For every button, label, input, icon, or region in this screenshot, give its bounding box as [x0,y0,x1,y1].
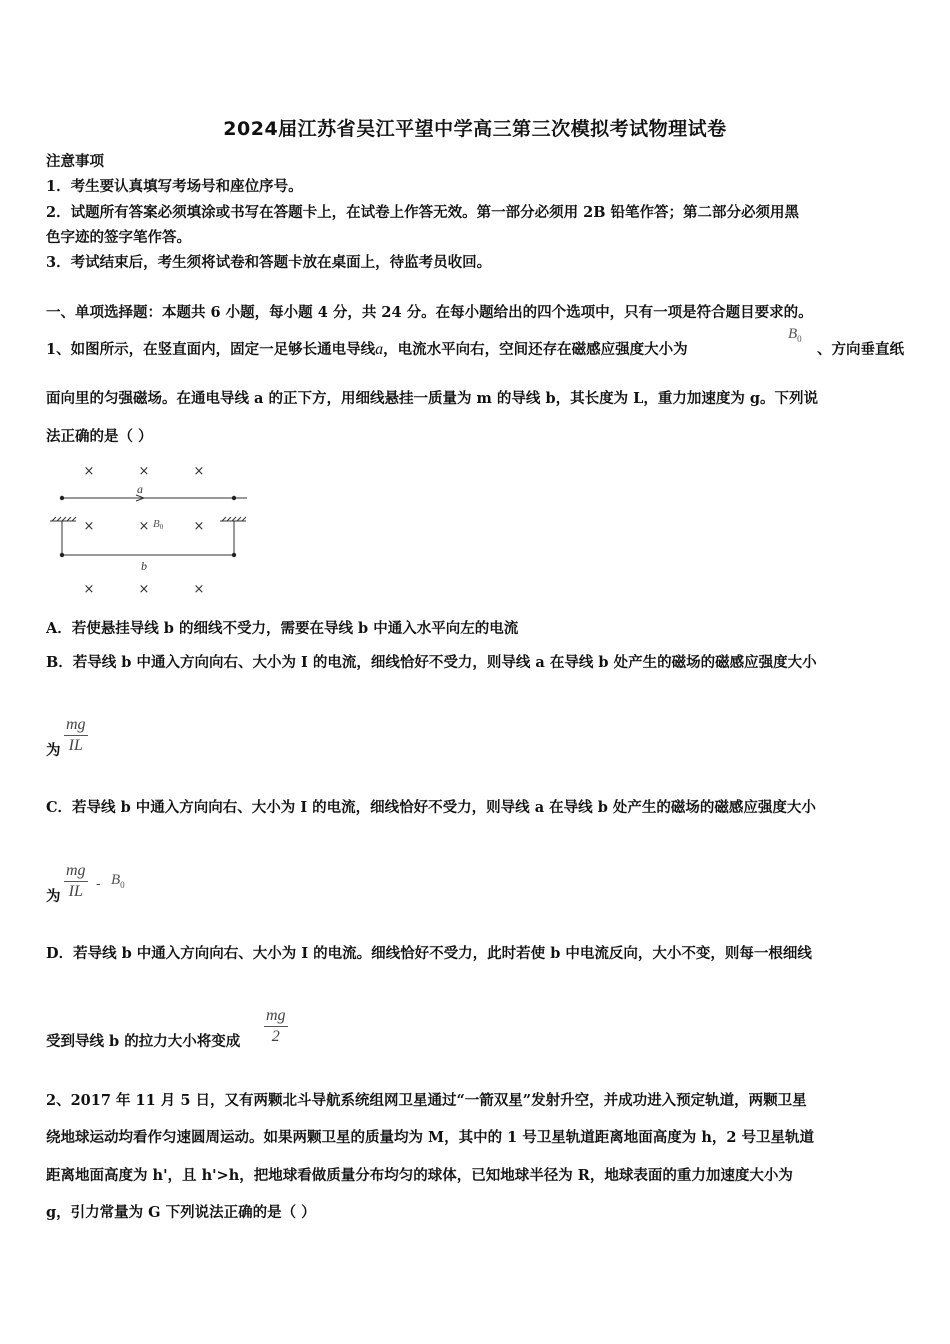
label-b: b [141,559,147,573]
page-title: 2024届江苏省吴江平望中学高三第三次模拟考试物理试卷 [223,118,727,140]
question-2-line: 2、2017 年 11 月 5 日，又有两颗北斗导航系统组网卫星通过“一箭双星”发射升空，并成功进入预定轨道，两颗卫星 [46,1092,807,1109]
option-c-prefix: 为 [46,888,61,905]
field-cross: × [193,464,205,479]
question-2-line: g，引力常量为 G 下列说法正确的是（ ） [46,1204,316,1221]
fraction-mg-over-il: mg IL [66,862,86,900]
option-b: B．若导线 b 中通入方向向右、大小为 I 的电流，细线恰好不受力，则导线 a 在导线 b 处产生的磁场的磁感应强度大小 [46,654,817,671]
fraction-mg-over-2: mg 2 [266,1007,286,1045]
field-cross: × [193,519,205,534]
field-cross: × [138,582,150,597]
field-cross: × [138,519,150,534]
section-heading: 一、单项选择题：本题共 6 小题，每小题 4 分，共 24 分。在每小题给出的四个选项中，只有一项是符合题目要求的。 [46,304,813,321]
q1-text-part: ，电流水平向右，空间还存在磁感应强度大小为 [383,341,688,358]
field-cross: × [83,464,95,479]
wire-end [232,553,236,557]
question-1-line [46,340,688,360]
wire-end [60,496,64,500]
notice-item: 色字迹的签字笔作答。 [46,229,191,246]
question-1-line: 法正确的是（ ） [46,428,153,445]
option-c: C．若导线 b 中通入方向向右、大小为 I 的电流，细线恰好不受力，则导线 a 在导线 b 处产生的磁场的磁感应强度大小 [46,799,816,816]
minus-sign: - [96,876,101,892]
notice-heading: 注意事项 [46,153,104,170]
hatch-left [52,517,76,521]
option-d-tail: 受到导线 b 的拉力大小将变成 [46,1033,241,1050]
field-cross: × [193,582,205,597]
q1-text-part: 1、如图所示，在竖直面内，固定一足够长通电导线 [46,341,376,358]
wire-end [232,496,236,500]
fraction-mg-over-il: mg IL [66,716,86,754]
notice-item: 3．考试结束后，考生须将试卷和答题卡放在桌面上，待监考员收回。 [46,254,492,271]
question-2-line: 绕地球运动均看作匀速圆周运动。如果两颗卫星的质量均为 M，其中的 1 号卫星轨道距离地面高度为 h，2 号卫星轨道 [46,1129,815,1146]
notice-item: 2．试题所有答案必须填涂或书写在答题卡上，在试卷上作答无效。第一部分必须用 2B 铅笔作答；第二部分必须用黑 [46,204,800,221]
q1-text-part: 、方向垂直纸 [817,341,904,358]
field-cross: × [138,464,150,479]
field-cross: × [83,582,95,597]
question-2-line: 距离地面高度为 h'，且 h'>h，把地球看做质量分布均匀的球体，已知地球半径为 R，地球表面的重力加速度大小为 [46,1167,793,1184]
b0-symbol: $B_0$ [111,872,125,890]
notice-item: 1．考生要认真填写考场号和座位序号。 [46,178,303,195]
option-d: D．若导线 b 中通入方向向右、大小为 I 的电流。细线恰好不受力，此时若使 b 中电流反向，大小不变，则每一根细线 [46,945,812,962]
wire-end [60,553,64,557]
b0-symbol: $B_0$ [788,326,802,344]
question-1-line: 面向里的匀强磁场。在通电导线 a 的正下方，用细线悬挂一质量为 m 的导线 b，其长度为 L，重力加速度为 g。下列说 [46,390,819,407]
label-b0: B0 [153,518,164,531]
field-cross: × [83,519,95,534]
option-a: A．若使悬挂导线 b 的细线不受力，需要在导线 b 中通入水平向左的电流 [46,620,519,637]
hatch-right [222,517,246,521]
label-a: a [137,482,143,496]
magnetic-field-diagram [44,458,254,600]
var-a: a [375,341,384,358]
option-b-prefix: 为 [46,742,61,759]
